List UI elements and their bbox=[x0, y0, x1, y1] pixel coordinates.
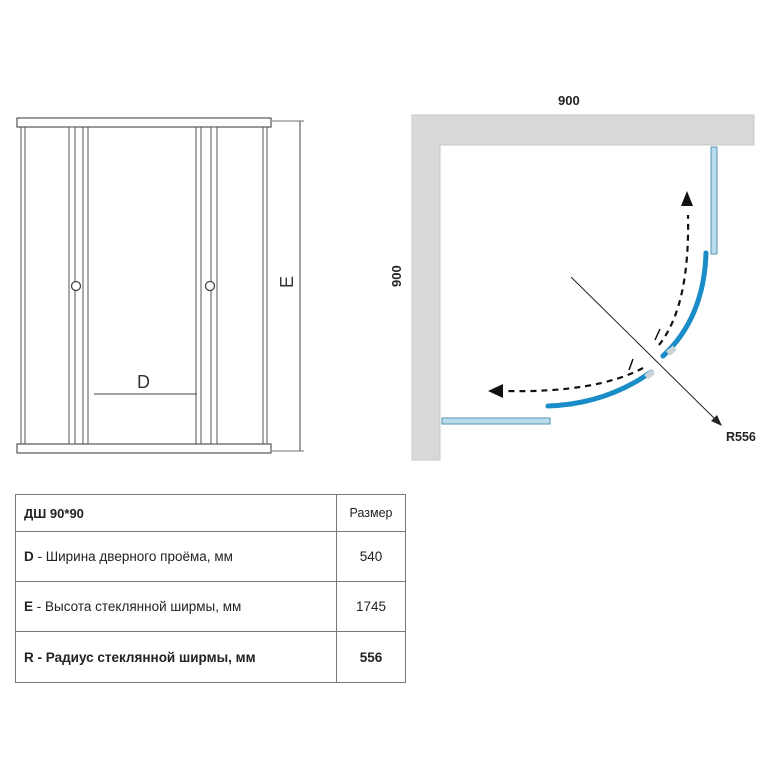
param-key-r: R bbox=[24, 649, 34, 665]
table-header-row bbox=[16, 495, 406, 532]
param-text-d: - Ширина дверного проёма, мм bbox=[33, 549, 233, 564]
table-row-r bbox=[16, 632, 406, 683]
table-row-e bbox=[16, 582, 406, 632]
param-desc-e bbox=[16, 582, 337, 632]
param-text-r: - Радиус стеклянной ширмы, мм bbox=[33, 649, 256, 665]
param-desc-d bbox=[16, 532, 337, 582]
table-row-d bbox=[16, 532, 406, 582]
param-key-d: D bbox=[24, 549, 34, 564]
param-text-e: - Высота стеклянной ширмы, мм bbox=[33, 599, 242, 614]
param-desc-r bbox=[16, 632, 337, 683]
up-arrow-icon bbox=[681, 191, 693, 206]
right-door-open-path bbox=[659, 215, 688, 345]
right-curved-door bbox=[663, 253, 706, 356]
right-door-tick bbox=[655, 329, 660, 340]
size-header: Размер bbox=[337, 495, 406, 532]
spec-table bbox=[15, 494, 406, 683]
param-key-e: E bbox=[24, 599, 34, 614]
param-value-e: 1745 bbox=[337, 582, 406, 632]
param-value-d: 540 bbox=[337, 532, 406, 582]
left-door-tick bbox=[629, 359, 633, 370]
right-fixed-panel bbox=[711, 147, 717, 254]
left-arrow-icon bbox=[488, 384, 503, 398]
top-dim-label: 900 bbox=[558, 93, 580, 108]
radius-label: R556 bbox=[726, 430, 756, 444]
left-dim-label: 900 bbox=[389, 265, 404, 287]
param-value-r: 556 bbox=[337, 632, 406, 683]
height-dim-label: E bbox=[277, 275, 297, 288]
door-dim-label: D bbox=[137, 372, 150, 392]
bottom-fixed-panel bbox=[442, 418, 550, 424]
table-title: ДШ 90*90 bbox=[16, 495, 337, 532]
